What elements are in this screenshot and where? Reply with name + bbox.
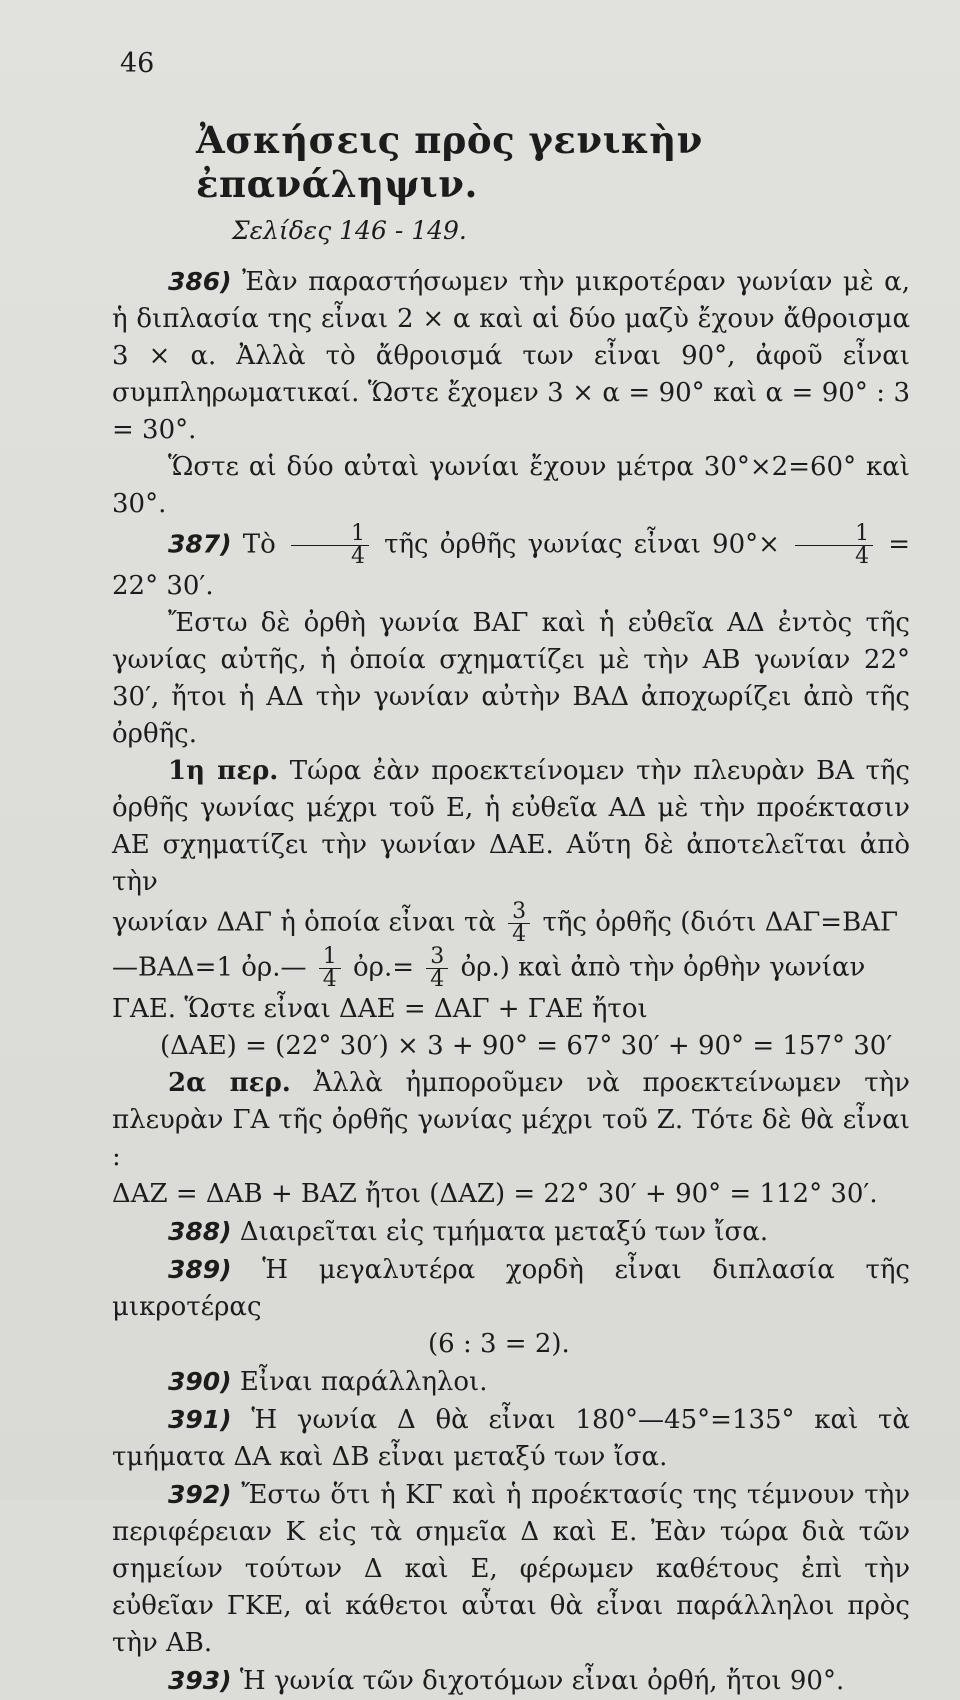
fraction <box>319 946 341 991</box>
exercise-388 <box>112 1213 910 1251</box>
exercise-386-conclusion <box>112 449 910 523</box>
numerator: 1 <box>291 523 369 546</box>
exercise-text: Ἡ γωνία τῶν διχοτόμων εἶναι ὀρθή, ἤτοι 90°. <box>239 1666 845 1696</box>
method-1-line <box>112 946 910 991</box>
method-2 <box>112 1065 910 1176</box>
exercise-text: Ἡ μεγαλυτέρα χορδὴ εἶναι διπλασία τῆς μικροτέρας <box>112 1255 910 1322</box>
numerator: 1 <box>795 523 873 546</box>
exercise-text: = 22° 30′. <box>112 529 911 601</box>
method-label: 1η περ. <box>168 756 279 786</box>
exercise-number: 387) <box>168 529 232 559</box>
exercise-number: 393) <box>168 1666 232 1695</box>
exercise-text: τῆς ὀρθῆς γωνίας εἶναι 90°× <box>384 529 780 560</box>
method-text: γωνίαν ΔΑΓ ἡ ὁποία εἶναι τὰ <box>112 907 496 938</box>
exercise-text: Τὸ <box>242 529 276 560</box>
denominator: 4 <box>512 922 527 947</box>
pages-reference: Σελίδες 146 - 149. <box>232 216 467 245</box>
method-text: Τώρα ἐὰν προεκτείνομεν τὴν πλευρὰν ΒΑ τῆς ὀρθῆς γωνίας μέχρι τοῦ Ε, ἡ εὐθεῖα ΑΔ μὲ τὴν προέκτασιν ΑΕ σχηματίζει τὴν γωνίαν ΔΑΕ. Αὕτη δὲ ἀποτελεῖται ἀπὸ τὴν <box>112 756 910 897</box>
method-2-equation: ΔΑΖ = ΔΑΒ + ΒΑΖ ἤτοι (ΔΑΖ) = 22° 30′ + 90° = 112° 30′. <box>112 1179 878 1209</box>
denominator: 4 <box>322 967 337 992</box>
exercise-number: 389) <box>168 1255 232 1284</box>
section-heading: Ἀσκήσεις πρὸς γενικὴν ἐπανάληψιν. <box>196 118 703 206</box>
exercise-text: Ἐὰν παραστήσωμεν τὴν μικροτέραν γωνίαν μὲ α, ἡ διπλασία της εἶναι 2 × α καὶ αἱ δύο μαζὺ ἔχουν ἄθροισμα 3 × α. Ἀλλὰ τὸ ἄθροισμά των εἶναι 90°, ἀφοῦ εἶναι συμπληρωματικαί. Ὥστε ἔχομεν 3 × α = 90° καὶ α = 90° : 3 = 30°. <box>112 267 911 445</box>
exercise-387-construction: Ἔστω δὲ ὀρθὴ γωνία ΒΑΓ καὶ ἡ εὐθεῖα ΑΔ ἐντὸς τῆς γωνίας αὐτῆς, ἡ ὁποία σχηματίζει μὲ τὴν ΑΒ γωνίαν 22° 30′, ἤτοι ἡ ΑΔ τὴν γωνίαν αὐτὴν ΒΑΔ ἀποχωρίζει ἀπὸ τῆς ὀρθῆς. <box>112 608 910 749</box>
exercise-text: Εἶναι παράλληλοι. <box>239 1367 488 1397</box>
method-1-line: ΓΑΕ. Ὥστε εἶναι ΔΑΕ = ΔΑΓ + ΓΑΕ ἤτοι <box>112 994 648 1024</box>
exercise-text: Ὥστε αἱ δύο αὐταὶ γωνίαι ἔχουν μέτρα 30°×2=60° καὶ 30°. <box>112 452 910 519</box>
fraction <box>508 901 530 946</box>
exercise-text: Διαιρεῖται εἰς τμήματα μεταξύ των ἴσα. <box>239 1217 769 1247</box>
exercise-text: Ἡ γωνία Δ θὰ εἶναι 180°—45°=135° καὶ τὰ τμήματα ΔΑ καὶ ΔΒ εἶναι μεταξύ των ἴσα. <box>112 1405 910 1472</box>
exercise-number: 391) <box>168 1405 232 1434</box>
denominator: 4 <box>430 967 445 992</box>
numerator: 1 <box>319 946 341 969</box>
page-number: 46 <box>120 48 155 79</box>
exercise-number: 392) <box>168 1480 232 1509</box>
fraction <box>426 946 448 991</box>
exercise-number: 388) <box>168 1217 232 1246</box>
method-text: ὀρ.= <box>353 952 414 983</box>
method-text: —ΒΑΔ=1 ὀρ.— <box>112 952 307 983</box>
exercise-387 <box>112 523 910 605</box>
exercise-text: Ἔστω ὅτι ἡ ΚΓ καὶ ἡ προέκτασίς της τέμνουν τὴν περιφέρειαν Κ εἰς τὰ σημεῖα Δ καὶ Ε. Ἐὰν τώρα διὰ τῶν σημείων τούτων Δ καὶ Ε, φέρωμεν καθέτους ἐπὶ τὴν εὐθεῖαν ΓΚΕ, αἱ κάθετοι αὗται θὰ εἶναι παράλληλοι πρὸς τὴν ΑΒ. <box>112 1480 911 1658</box>
exercise-386 <box>112 263 910 449</box>
exercise-392 <box>112 1476 910 1662</box>
method-1 <box>112 753 910 901</box>
denominator: 4 <box>350 544 365 569</box>
method-label: 2α περ. <box>168 1068 291 1098</box>
method-text: τῆς ὀρθῆς (διότι ΔΑΓ=ΒΑΓ <box>542 907 899 938</box>
exercise-391 <box>112 1401 910 1476</box>
exercise-number: 386) <box>168 267 232 296</box>
exercise-393 <box>112 1662 910 1700</box>
exercise-389-ratio: (6 : 3 = 2). <box>428 1329 570 1359</box>
numerator: 3 <box>508 901 530 924</box>
exercise-389 <box>112 1251 910 1326</box>
method-1-equation: (ΔΑΕ) = (22° 30′) × 3 + 90° = 67° 30′ + 90° = 157° 30′ <box>160 1031 893 1061</box>
numerator: 3 <box>426 946 448 969</box>
method-text: ὀρ.) καὶ ἀπὸ τὴν ὀρθὴν γωνίαν <box>460 952 866 983</box>
exercise-number: 390) <box>168 1367 232 1396</box>
method-text: Ἀλλὰ ἠμποροῦμεν νὰ προεκτείνωμεν τὴν πλευρὰν ΓΑ τῆς ὀρθῆς γωνίας μέχρι τοῦ Ζ. Τότε δὲ θὰ εἶναι : <box>112 1068 910 1172</box>
fraction <box>291 523 369 568</box>
exercise-390 <box>112 1363 910 1401</box>
denominator: 4 <box>855 544 870 569</box>
fraction <box>795 523 873 568</box>
method-1-line <box>112 901 910 946</box>
